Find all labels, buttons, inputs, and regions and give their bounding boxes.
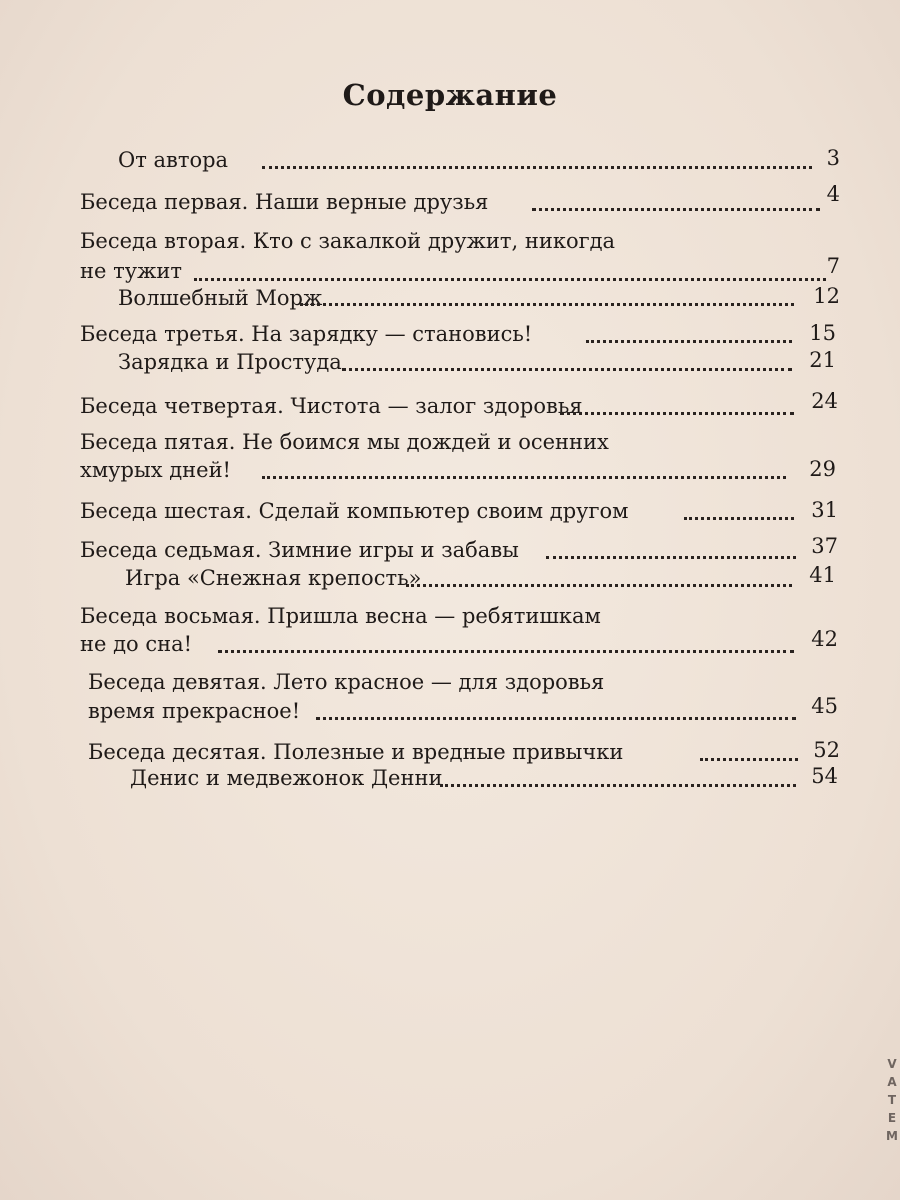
toc-page-number: 4 bbox=[826, 182, 840, 206]
toc-leader bbox=[700, 758, 798, 761]
page-title: Содержание bbox=[342, 78, 558, 112]
side-edge-letter: E bbox=[887, 1111, 897, 1125]
toc-entry-title: Беседа восьмая. Пришла весна — ребятишкам bbox=[80, 604, 601, 628]
toc-leader bbox=[684, 517, 794, 520]
toc-leader bbox=[560, 412, 794, 415]
toc-page-number: 41 bbox=[809, 563, 836, 587]
toc-entry-title: Беседа девятая. Лето красное — для здоровья bbox=[88, 670, 605, 694]
toc-entry-title: Беседа четвертая. Чистота — залог здоровья bbox=[80, 394, 583, 418]
toc-page-number: 21 bbox=[809, 348, 836, 372]
toc-leader bbox=[300, 303, 794, 306]
toc-entry-title-cont: не до сна! bbox=[80, 632, 193, 656]
toc-entry-title: Беседа пятая. Не боимся мы дождей и осенних bbox=[80, 430, 609, 454]
toc-entry-title-cont: время прекрасное! bbox=[88, 699, 301, 723]
toc-page-number: 29 bbox=[809, 457, 836, 481]
toc-leader bbox=[262, 166, 812, 169]
toc-leader bbox=[440, 784, 796, 787]
toc-leader bbox=[406, 584, 792, 587]
toc-page-number: 12 bbox=[813, 284, 840, 308]
side-edge-letter: A bbox=[887, 1075, 897, 1089]
toc-entry-title: Беседа вторая. Кто с закалкой дружит, никогда bbox=[80, 229, 616, 253]
toc-entry-title: Игра «Снежная крепость» bbox=[125, 566, 422, 590]
toc-entry-title-cont: хмурых дней! bbox=[80, 458, 231, 482]
toc-page-number: 42 bbox=[811, 627, 838, 651]
toc-page-number: 31 bbox=[811, 498, 838, 522]
toc-page-number: 54 bbox=[811, 764, 838, 788]
toc-entry-title: Зарядка и Простуда bbox=[118, 350, 342, 374]
toc-entry-title: Беседа первая. Наши верные друзья bbox=[80, 190, 489, 214]
side-edge-letter: T bbox=[887, 1093, 897, 1107]
side-edge-label bbox=[884, 1055, 900, 1145]
toc-leader bbox=[546, 556, 796, 559]
toc-leader bbox=[342, 368, 792, 371]
toc-entry-title: Беседа третья. На зарядку — становись! bbox=[80, 322, 533, 346]
toc-leader bbox=[532, 208, 820, 211]
toc-page-number: 37 bbox=[811, 534, 838, 558]
toc-leader bbox=[316, 717, 796, 720]
toc-leader bbox=[218, 650, 794, 653]
toc-leader bbox=[586, 340, 792, 343]
toc-entry-title-cont: не тужит bbox=[80, 259, 183, 283]
side-edge-letter: M bbox=[886, 1129, 898, 1143]
toc-page-number: 7 bbox=[826, 254, 840, 278]
toc-entry-title: От автора bbox=[118, 148, 229, 172]
toc-entry-title: Беседа шестая. Сделай компьютер своим другом bbox=[80, 499, 629, 523]
toc-page-number: 45 bbox=[811, 694, 838, 718]
toc-entry-title: Беседа седьмая. Зимние игры и забавы bbox=[80, 538, 519, 562]
toc-entry-title: Волшебный Морж bbox=[118, 286, 323, 310]
toc-page-number: 24 bbox=[811, 389, 838, 413]
toc-page-number: 3 bbox=[826, 146, 840, 170]
toc-entry-title: Денис и медвежонок Денни bbox=[130, 766, 443, 790]
toc-leader bbox=[194, 278, 826, 281]
toc-entry-title: Беседа десятая. Полезные и вредные привычки bbox=[88, 740, 624, 764]
toc-page-number: 15 bbox=[809, 321, 836, 345]
side-edge-letter: V bbox=[887, 1057, 897, 1071]
toc-leader bbox=[262, 476, 786, 479]
toc-page-number: 52 bbox=[813, 738, 840, 762]
